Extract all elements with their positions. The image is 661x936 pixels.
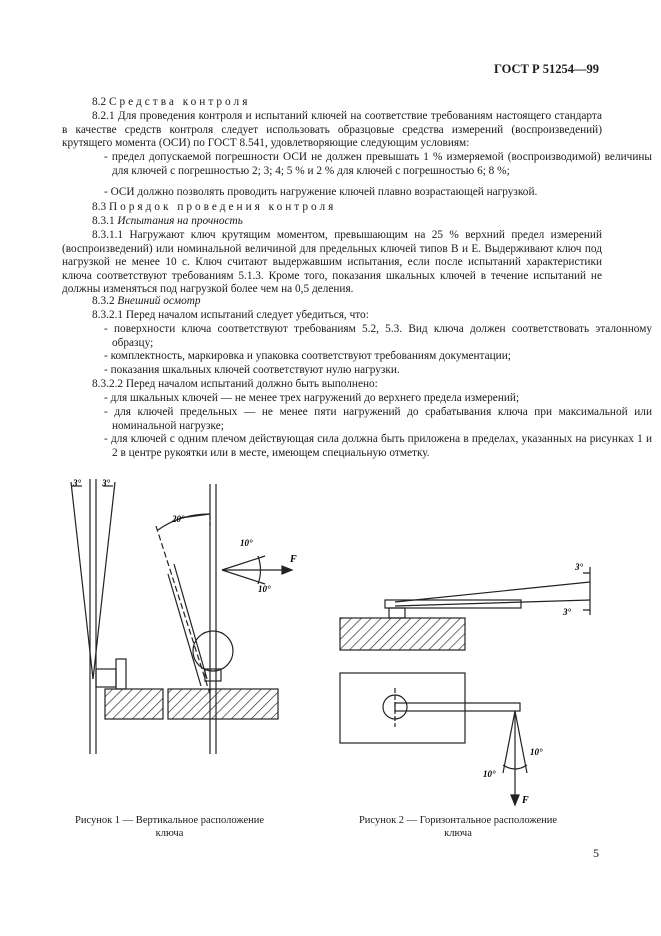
figure-2-caption: Рисунок 2 — Горизонтальное расположение ключа [358,815,558,839]
section-title: Испытания на прочность [117,215,243,227]
section-number: 8.2 [92,96,107,108]
angle-label: 20° [172,514,185,524]
paragraph-8-3-2-1: 8.3.2.1 Перед началом испытаний следует убедиться, что: [92,309,369,321]
angle-label: 10° [258,584,271,594]
list-item: - показания шкальных ключей соответствуют нулю нагрузки. [104,364,400,376]
list-item: - для шкальных ключей — не менее трех нагружений до верхнего предела измерений; [104,392,520,404]
angle-label: 10° [240,538,253,548]
section-8-3-1-heading [62,215,602,229]
list-item: - поверхности ключа соответствуют требованиям 5.2, 5.3. Вид ключа должен соответствовать эталонному образцу; [104,323,652,349]
angle-label: 10° [483,769,496,779]
paragraph-8-2-1: 8.2.1 Для проведения контроля и испытаний ключей на соответствие требованиям настоящего стандарта в качестве средств контроля следует использовать образцовые средства измерений (воспроизведений) крутящего момента (ОСИ) по ГОСТ 8.541, удовлетворяющие следующим условиям: [62,110,602,150]
list-item: - предел допускаемой погрешности ОСИ не должен превышать 1 % измеряемой (воспроизводимой) величины для ключей с погрешностью 2; 3; 4; 5 % и 2 % для ключей с погрешностью 6; 8 %; [104,151,652,177]
angle-label: 10° [530,747,543,757]
section-8-2-heading [62,96,602,110]
section-title: Порядок проведения контроля [108,201,337,213]
document-header: ГОСТ Р 51254—99 [493,62,599,76]
section-title: Внешний осмотр [117,295,201,307]
angle-label: 3° [102,478,111,488]
figure-2-drawing [335,555,605,810]
angle-label: 3° [563,607,572,617]
list-item: - ОСИ должно позволять проводить нагружение ключей плавно возрастающей нагрузкой. [104,186,538,198]
figure-1-drawing [60,474,300,754]
force-label: F [522,795,529,806]
section-8-3-heading [62,201,602,215]
list-item: - для ключей с одним плечом действующая сила должна быть приложена в пределах, указанных на рисунках 1 и 2 в центре рукоятки или в месте, имеющем специальную отметку. [104,433,652,459]
section-8-3-2-heading [62,295,602,309]
angle-label: 3° [575,562,584,572]
page-number: 5 [593,846,599,860]
section-title: Средства контроля [108,96,251,108]
list-item: - комплектность, маркировка и упаковка соответствуют требованиям документации; [104,350,511,362]
list-item: - для ключей предельных — не менее пяти нагружений до срабатывания ключа при максимальной или номинальной нагрузке; [104,406,652,432]
force-label: F [290,554,297,565]
section-number: 8.3 [92,201,107,213]
figure-1-caption: Рисунок 1 — Вертикальное расположение ключа [74,815,265,839]
paragraph-8-3-1-1: 8.3.1.1 Нагружают ключ крутящим моментом, превышающим на 25 % верхний предел измерений (воспроизведений) или номинальной величиной для предельных ключей типов В и Е. Выдерживают ключ под нагрузкой не менее 10 с. Ключ считают выдержавшим испытания, если после испытаний характеристики ключа соответствуют требованиям 5.1.3. Кроме того, показания шкальных ключей в течение испытаний не должны изменяться под нагрузкой более чем на 0,5 деления. [62,229,602,296]
section-number: 8.3.2 [92,295,115,307]
angle-label: 3° [73,478,82,488]
paragraph-8-3-2-2: 8.3.2.2 Перед началом испытаний должно быть выполнено: [92,378,378,390]
section-number: 8.3.1 [92,215,115,227]
